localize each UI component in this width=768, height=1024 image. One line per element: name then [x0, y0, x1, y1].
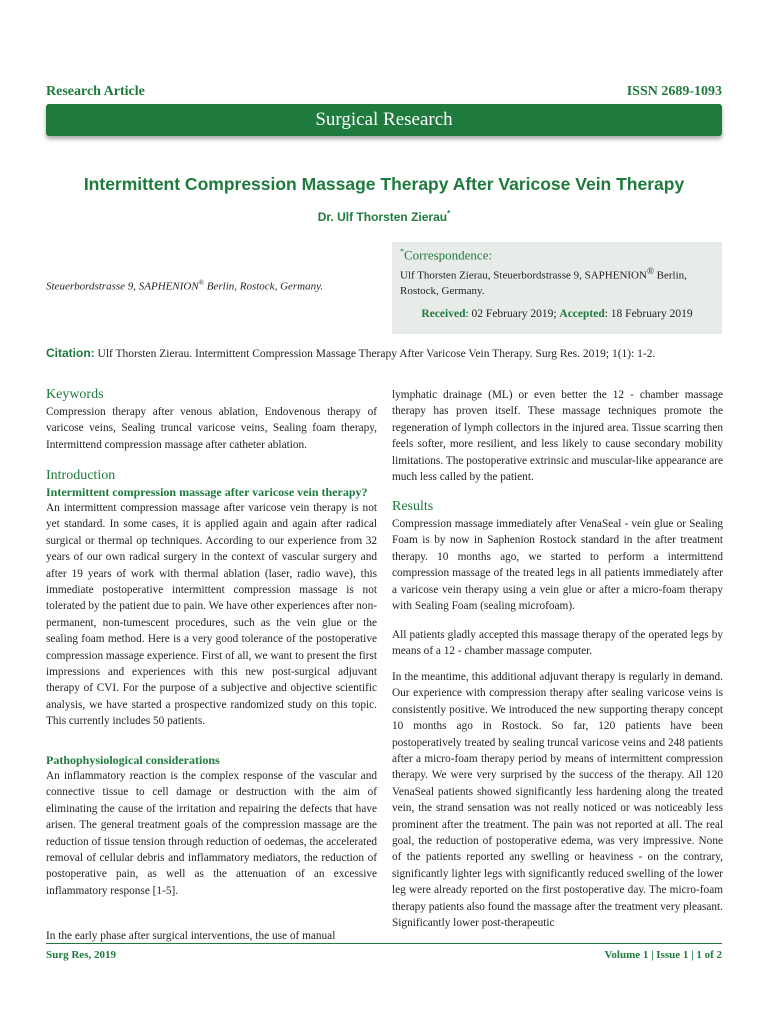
- results-paragraph-2: All patients gladly accepted this massage therapy of the operated legs by means of a 12 - chamber massage computer.: [392, 629, 723, 658]
- received-label: Received: [421, 308, 466, 320]
- article-type: Research Article: [46, 84, 145, 99]
- journal-name: Surgical Research: [315, 109, 453, 130]
- citation-label: Citation:: [46, 346, 95, 360]
- results-paragraph-3: In the meantime, this additional adjuvant therapy is regularly in demand. Our experience with compression therapy after sealing varicose veins is consistently positive. We introduced the new supporting therapy concept 10 months ago in Rostock. So far, 120 patients have been postoperatively treated by sealing truncal varicose veins and 248 patients after a micro-foam therapy period by means of intermittent compression therapy. We were very surprised by the success of the therapy. All 120 VenaSeal patients showed significantly less hardening along the treated vein, the strand sensation was not really noticed or was noticeably less prominent after the treatment. The pain was not reported at all. The real goal, the reduction of postoperative edema, was very impressive. None of the patients reported any swelling or heaviness - on the contrary, significantly lighter legs with significantly reduced swelling of the lower leg were already reported on the first postoperative day. The micro-foam therapy patients also found the massage after the treatment very pleasant. Significantly lower post-therapeutic: [392, 671, 723, 930]
- issn: ISSN 2689-1093: [626, 84, 722, 99]
- pathophysiology-paragraph-2: In the early phase after surgical interventions, the use of manual: [46, 930, 336, 942]
- author: [0, 209, 768, 224]
- correspondence-registered-mark: ®: [646, 266, 654, 276]
- keywords-text: Compression therapy after venous ablation, Endovenous therapy of varicose veins, Sealing truncal varicose veins, Sealing foam therapy, Intermittend compression massage after catheter ablation.: [46, 406, 377, 451]
- footer-page-info: Volume 1 | Issue 1 | 1 of 2: [604, 949, 722, 961]
- correspondence-mark: *: [400, 247, 404, 256]
- pathophysiology-heading: Pathophysiological considerations: [46, 753, 220, 767]
- footer-divider: [46, 943, 722, 944]
- results-paragraph-1: Compression massage immediately after VenaSeal - vein glue or Sealing Foam is by now in Saphenion Rostock standard in the after treatment therapy. 10 months ago, we started to perform a intermittend compression massage of the treated legs in all patients immediately after a varicose vein therapy using a vein glue or after a micro-foam therapy with Sealing Foam (sealing microfoam).: [392, 518, 723, 613]
- author-mark: *: [447, 209, 451, 218]
- author-name: Dr. Ulf Thorsten Zierau: [317, 210, 448, 224]
- results-heading: Results: [392, 499, 434, 514]
- accepted-date: : 18 February 2019: [604, 308, 693, 320]
- correspondence-text: [400, 264, 718, 299]
- registered-mark: ®: [198, 279, 204, 287]
- received-date: : 02 February 2019;: [465, 308, 560, 320]
- accepted-label: Accepted: [559, 308, 605, 320]
- footer-journal: Surg Res, 2019: [46, 949, 116, 961]
- introduction-paragraph: An intermittent compression massage after varicose vein therapy is not yet standard. In some cases, it is applied again and again after radical surgical or thermal op techniques. According to our experience from 32 years of our own radical surgery in the context of vascular surgery and after 19 years of work with thermal ablation (laser, radio wave), this immediate postoperative intermittent compression massage is not tolerated by the patient due to pain. We have other experiences after non-permanent, non-tumescent procedures, such as the vein glue or the sealing foam method. Here is a very good tolerance of the postoperative compression massage experience. First of all, we want to present the first impressions and experiences with this new post-surgical adjuvant therapy of CVI. For the purpose of a subjective and objective scientific analysis, we have started a prospective randomized study on this topic. This currently includes 50 patients.: [46, 502, 377, 728]
- pathophysiology-paragraph: An inflammatory reaction is the complex response of the vascular and connective tissue to cell damage or destruction with the aim of eliminating the cause of the irritation and repairing the defects that have arisen. The general treatment goals of the compression massage are the reduction of tissue tension through reduction of oedemas, the accelerated removal of cellular debris and inflammatory mediators, the reduction of postoperative pain, as well as the attenuation of an excessive inflammatory response [1-5].: [46, 770, 377, 897]
- affiliation: [46, 279, 323, 293]
- affiliation-text: Steuerbordstrasse 9, SAPHENION: [46, 280, 199, 293]
- paper-title: Intermittent Compression Massage Therapy After Varicose Vein Therapy: [83, 174, 685, 194]
- continued-paragraph: lymphatic drainage (ML) or even better the 12 - chamber massage therapy has proven itself. These massage techniques promote the regeneration of lymph collectors in the injured area. Tissue scarring then feels softer, more resilient, and less likely to cause secondary mobility limitations. The postoperative extrinsic and muscular-like appearance are much less called by the patient.: [392, 389, 723, 484]
- citation: [46, 346, 655, 360]
- correspondence-address-end: Berlin, Rostock, Germany.: [400, 269, 687, 297]
- correspondence-address: Ulf Thorsten Zierau, Steuerbordstrasse 9, SAPHENION: [400, 269, 647, 282]
- affiliation-text-end: Berlin, Rostock, Germany.: [204, 280, 324, 293]
- introduction-heading: Introduction: [46, 468, 116, 483]
- publication-dates: [392, 308, 722, 320]
- correspondence-label: Correspondence:: [404, 247, 493, 263]
- correspondence-box: [392, 242, 722, 334]
- keywords-heading: Keywords: [46, 387, 104, 402]
- journal-banner: [46, 104, 722, 136]
- correspondence-title: [400, 247, 492, 263]
- citation-text: Ulf Thorsten Zierau. Intermittent Compression Massage Therapy After Varicose Vein Therapy. Surg Res. 2019; 1(1): 1-2.: [94, 348, 656, 360]
- introduction-subheading: Intermittent compression massage after varicose vein therapy?: [46, 485, 368, 499]
